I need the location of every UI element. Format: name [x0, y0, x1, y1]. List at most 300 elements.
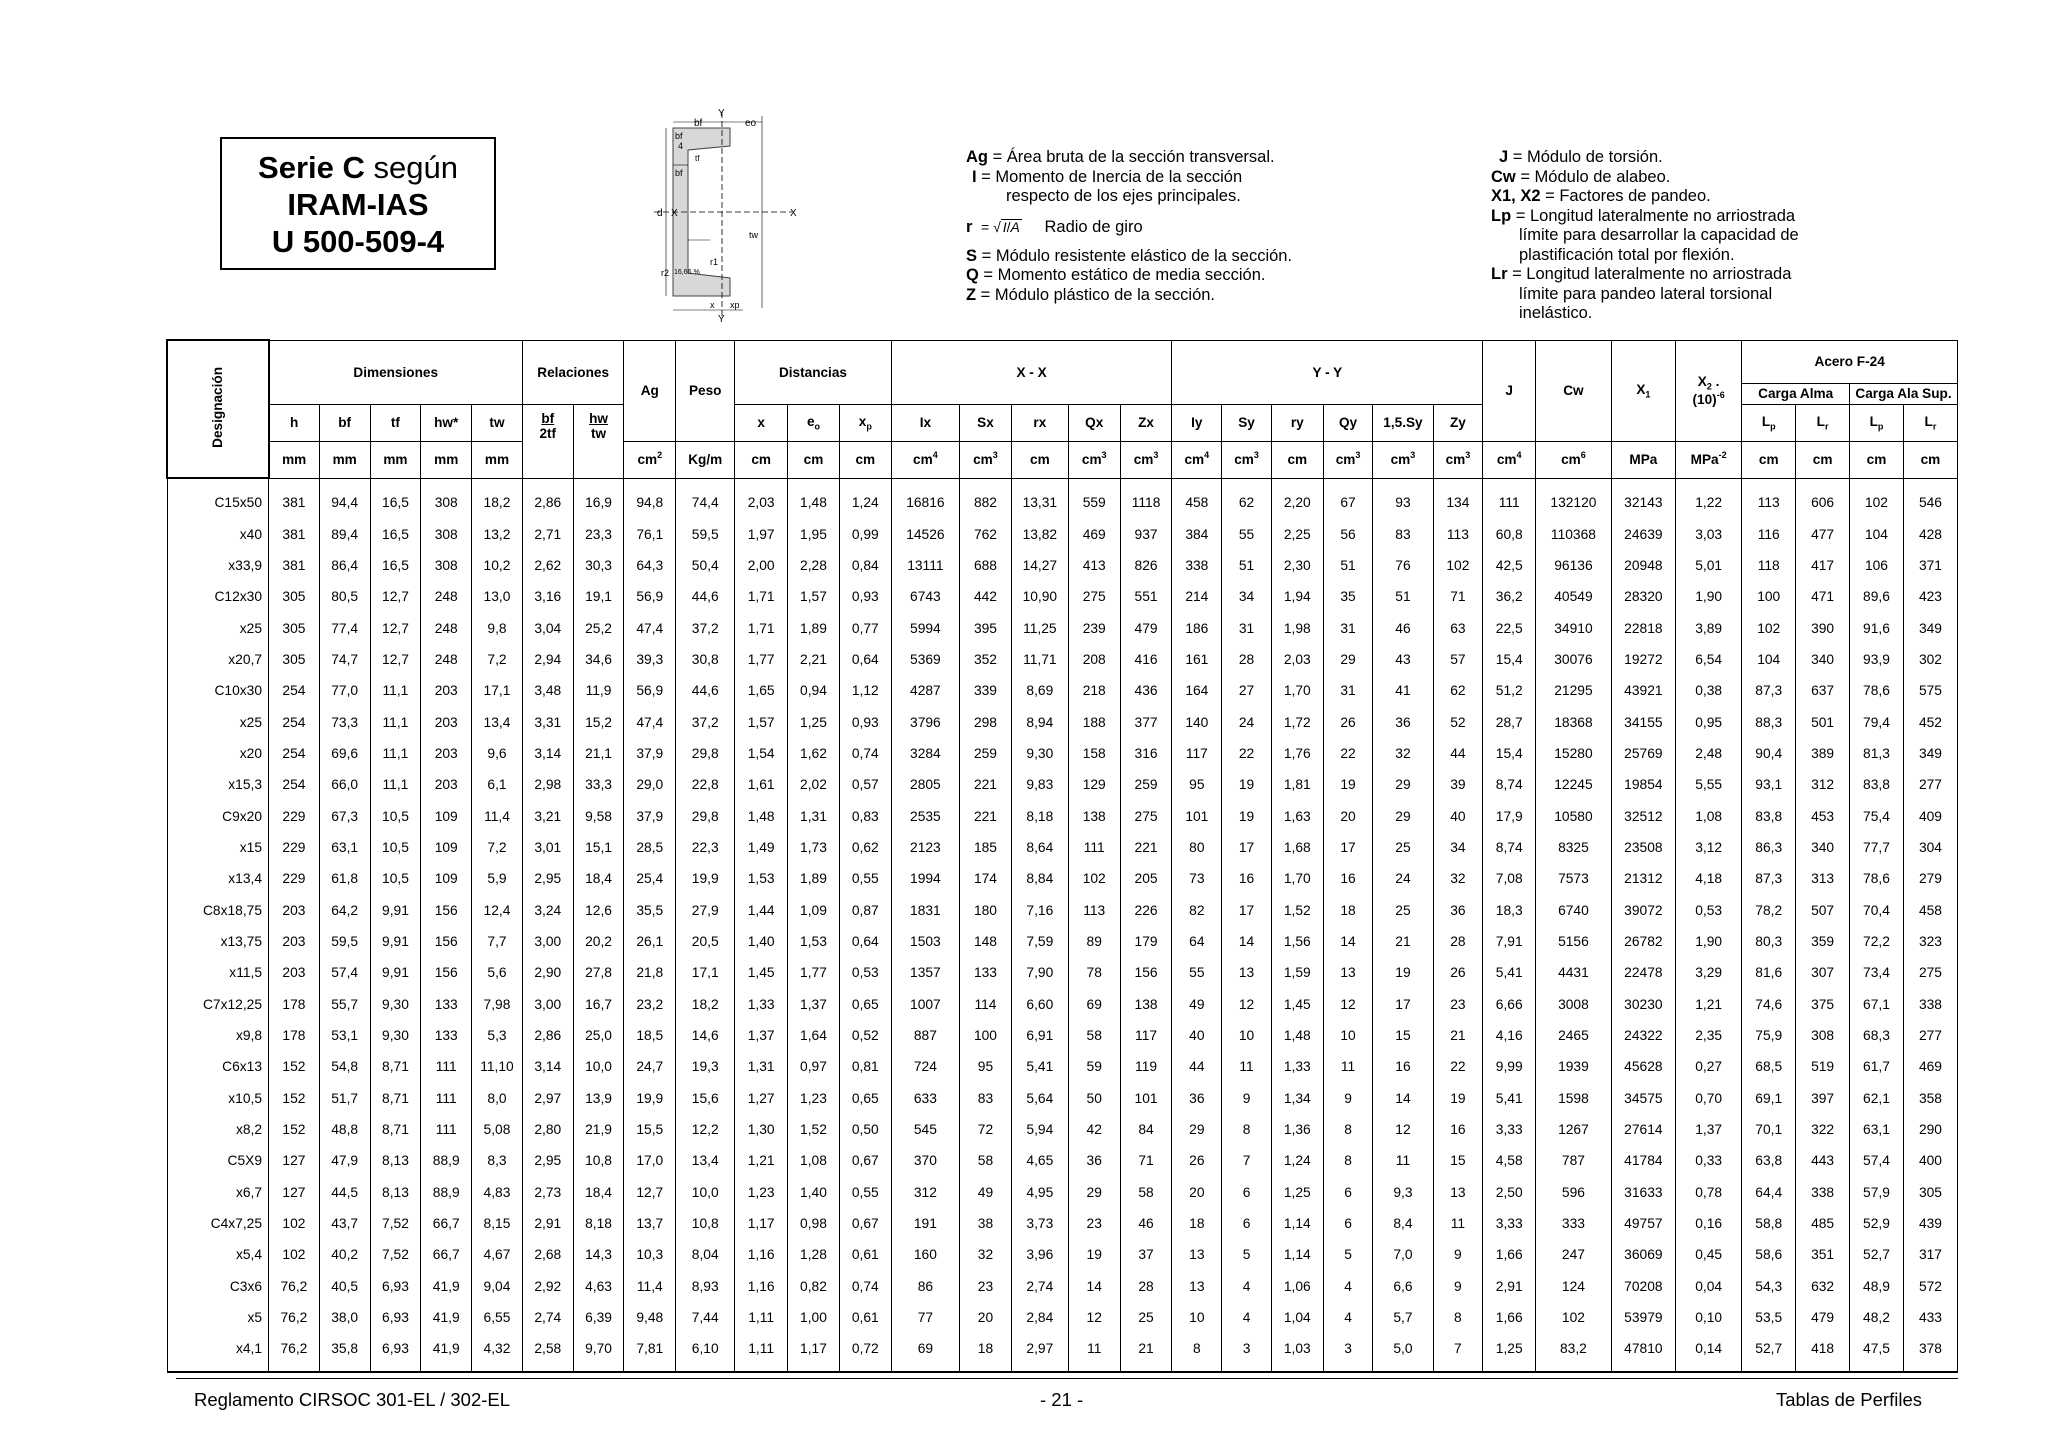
- designation-cell: x20,7: [167, 644, 269, 675]
- table-cell: 3,33: [1483, 1114, 1536, 1145]
- legend-right: [1491, 148, 1799, 324]
- table-cell: 15: [1373, 1020, 1433, 1051]
- table-cell: 1,90: [1675, 926, 1741, 957]
- table-cell: 127: [269, 1177, 320, 1208]
- table-cell: 43,7: [319, 1208, 370, 1239]
- table-cell: 1,89: [788, 612, 840, 643]
- table-cell: 1,89: [788, 863, 840, 894]
- table-cell: 5,41: [1011, 1051, 1068, 1082]
- table-cell: 5: [1222, 1239, 1272, 1270]
- table-cell: 1,31: [735, 1051, 788, 1082]
- table-cell: 86,3: [1742, 832, 1796, 863]
- table-cell: 9: [1433, 1271, 1483, 1302]
- table-cell: 22,8: [676, 769, 735, 800]
- table-cell: 30230: [1611, 989, 1675, 1020]
- table-cell: 37,9: [624, 800, 676, 831]
- unit-qy: $cm^3$: [1323, 441, 1373, 478]
- table-cell: 56,9: [624, 675, 676, 706]
- table-cell: 2805: [891, 769, 959, 800]
- table-cell: 19,1: [573, 581, 624, 612]
- table-cell: 3284: [891, 738, 959, 769]
- unit-ix: $cm^4$: [891, 441, 959, 478]
- table-cell: 28: [1433, 926, 1483, 957]
- table-cell: 14: [1323, 926, 1373, 957]
- col-lp-alma: $L_p$: [1742, 404, 1796, 441]
- diagram-label-y-bottom: Y: [718, 314, 725, 323]
- table-cell: 3,03: [1675, 518, 1741, 549]
- table-cell: 17: [1373, 989, 1433, 1020]
- table-cell: 4,65: [1011, 1145, 1068, 1176]
- table-cell: 0,50: [839, 1114, 891, 1145]
- table-row: [167, 1239, 1958, 1270]
- table-cell: 87,3: [1742, 675, 1796, 706]
- table-cell: 12: [1068, 1302, 1120, 1333]
- table-cell: 34: [1222, 581, 1272, 612]
- table-cell: 322: [1796, 1114, 1850, 1145]
- table-cell: 12,7: [624, 1177, 676, 1208]
- table-cell: 53979: [1611, 1302, 1675, 1333]
- table-cell: 2,30: [1271, 550, 1323, 581]
- table-cell: 19272: [1611, 644, 1675, 675]
- table-cell: 3,89: [1675, 612, 1741, 643]
- table-cell: 12: [1373, 1114, 1433, 1145]
- table-cell: 0,95: [1675, 706, 1741, 737]
- table-cell: 417: [1796, 550, 1850, 581]
- header-xx: X - X: [891, 340, 1172, 404]
- table-cell: 68,5: [1742, 1051, 1796, 1082]
- table-cell: 1,23: [788, 1083, 840, 1114]
- table-cell: 30,8: [676, 644, 735, 675]
- table-cell: 352: [960, 644, 1012, 675]
- table-cell: 54,3: [1742, 1271, 1796, 1302]
- table-cell: 1,14: [1271, 1239, 1323, 1270]
- table-cell: 305: [269, 644, 320, 675]
- diagram-label-eo: eo: [745, 118, 757, 129]
- table-cell: 57,4: [1850, 1145, 1904, 1176]
- table-cell: 164: [1172, 675, 1222, 706]
- table-cell: 52,7: [1742, 1333, 1796, 1371]
- table-cell: 49: [960, 1177, 1012, 1208]
- table-cell: 39072: [1611, 894, 1675, 925]
- table-cell: 133: [960, 957, 1012, 988]
- table-cell: 5,41: [1483, 957, 1536, 988]
- table-cell: 21,1: [573, 738, 624, 769]
- table-cell: 4431: [1536, 957, 1612, 988]
- table-cell: 51: [1222, 550, 1272, 581]
- unit-ry: cm: [1271, 441, 1323, 478]
- table-cell: 2,84: [1011, 1302, 1068, 1333]
- table-cell: 0,82: [788, 1271, 840, 1302]
- table-cell: 2,86: [522, 1020, 573, 1051]
- table-cell: 1,54: [735, 738, 788, 769]
- table-cell: 8: [1323, 1145, 1373, 1176]
- unit-ag: $cm^2$: [624, 441, 676, 478]
- table-cell: 8: [1172, 1333, 1222, 1371]
- legend-ag: Ag = Área bruta de la sección transversal.: [966, 148, 1275, 166]
- table-cell: 279: [1903, 863, 1957, 894]
- table-cell: 53,5: [1742, 1302, 1796, 1333]
- table-cell: 0,55: [839, 1177, 891, 1208]
- designation-cell: x25: [167, 612, 269, 643]
- table-cell: 1,37: [788, 989, 840, 1020]
- table-cell: 0,78: [1675, 1177, 1741, 1208]
- table-cell: 78,6: [1850, 863, 1904, 894]
- table-cell: 27,9: [676, 894, 735, 925]
- table-cell: 152: [269, 1114, 320, 1145]
- table-cell: 84: [1120, 1114, 1172, 1145]
- table-cell: 133: [421, 989, 472, 1020]
- table-cell: 36: [1172, 1083, 1222, 1114]
- table-cell: 25,2: [573, 612, 624, 643]
- table-cell: 26: [1433, 957, 1483, 988]
- table-cell: 1,11: [735, 1302, 788, 1333]
- table-cell: 0,61: [839, 1302, 891, 1333]
- designation-cell: x8,2: [167, 1114, 269, 1145]
- table-row: [167, 800, 1958, 831]
- header-acero: Acero F-24: [1742, 340, 1958, 383]
- table-cell: 6,60: [1011, 989, 1068, 1020]
- table-cell: 471: [1796, 581, 1850, 612]
- legend-lp-cont-1: límite para desarrollar la capacidad de: [1519, 226, 1799, 244]
- designation-cell: x25: [167, 706, 269, 737]
- table-cell: 248: [421, 581, 472, 612]
- table-cell: 80: [1172, 832, 1222, 863]
- table-cell: 9,91: [370, 894, 421, 925]
- table-cell: 453: [1796, 800, 1850, 831]
- table-cell: 305: [269, 581, 320, 612]
- table-cell: 4,16: [1483, 1020, 1536, 1051]
- table-cell: 0,93: [839, 706, 891, 737]
- table-cell: 89: [1068, 926, 1120, 957]
- table-cell: 9,6: [472, 738, 523, 769]
- table-cell: 317: [1903, 1239, 1957, 1270]
- table-cell: 3,01: [522, 832, 573, 863]
- table-cell: 469: [1903, 1051, 1957, 1082]
- table-cell: 308: [1796, 1020, 1850, 1051]
- table-cell: 90,4: [1742, 738, 1796, 769]
- table-cell: 2,71: [522, 518, 573, 549]
- table-cell: 25769: [1611, 738, 1675, 769]
- table-cell: 247: [1536, 1239, 1612, 1270]
- table-cell: 400: [1903, 1145, 1957, 1176]
- table-cell: 5,55: [1675, 769, 1741, 800]
- table-cell: 1,45: [1271, 989, 1323, 1020]
- col-lr-alma: $L_r$: [1796, 404, 1850, 441]
- table-cell: 76,2: [269, 1333, 320, 1371]
- table-cell: 134: [1433, 478, 1483, 518]
- col-15sy: 1,5.Sy: [1373, 404, 1433, 441]
- table-cell: 1,34: [1271, 1083, 1323, 1114]
- table-cell: 20: [1172, 1177, 1222, 1208]
- table-cell: 1,77: [788, 957, 840, 988]
- table-cell: 100: [960, 1020, 1012, 1051]
- table-cell: 1,33: [735, 989, 788, 1020]
- table-cell: 8,71: [370, 1083, 421, 1114]
- footer-left: Reglamento CIRSOC 301-EL / 302-EL: [194, 1389, 511, 1410]
- header-ag: Ag: [624, 340, 676, 441]
- profiles-table: [166, 339, 1958, 1373]
- table-cell: 0,38: [1675, 675, 1741, 706]
- diagram-label-r2: r2: [661, 268, 670, 278]
- table-cell: 101: [1172, 800, 1222, 831]
- legend-i: I = Momento de Inercia de la sección: [972, 167, 1243, 186]
- table-cell: 0,72: [839, 1333, 891, 1371]
- header-relaciones: Relaciones: [522, 340, 624, 404]
- table-cell: 8: [1433, 1302, 1483, 1333]
- table-cell: 3: [1323, 1333, 1373, 1371]
- unit-j: $cm^4$: [1483, 441, 1536, 478]
- designation-cell: C6x13: [167, 1051, 269, 1082]
- table-cell: 78: [1068, 957, 1120, 988]
- table-cell: 551: [1120, 581, 1172, 612]
- table-cell: 27,8: [573, 957, 624, 988]
- table-cell: 1,49: [735, 832, 788, 863]
- table-cell: 100: [1742, 581, 1796, 612]
- table-cell: 88,9: [421, 1145, 472, 1176]
- table-cell: 2,74: [1011, 1271, 1068, 1302]
- table-cell: 442: [960, 581, 1012, 612]
- table-cell: 8,74: [1483, 832, 1536, 863]
- table-cell: 1,16: [735, 1239, 788, 1270]
- header-dimensiones: Dimensiones: [269, 340, 523, 404]
- table-cell: 8,0: [472, 1083, 523, 1114]
- table-cell: 102: [1536, 1302, 1612, 1333]
- table-cell: 36,2: [1483, 581, 1536, 612]
- table-cell: 1,09: [788, 894, 840, 925]
- table-cell: 11,4: [624, 1271, 676, 1302]
- table-cell: 3,16: [522, 581, 573, 612]
- table-cell: 11: [1373, 1145, 1433, 1176]
- table-cell: 186: [1172, 612, 1222, 643]
- table-cell: 4: [1323, 1302, 1373, 1333]
- table-cell: 3,96: [1011, 1239, 1068, 1270]
- header-carga-ala: Carga Ala Sup.: [1850, 383, 1958, 404]
- unit-hw: mm: [421, 441, 472, 478]
- table-cell: 1,16: [735, 1271, 788, 1302]
- table-cell: 308: [421, 550, 472, 581]
- table-cell: 14,27: [1011, 550, 1068, 581]
- unit-zx: $cm^3$: [1120, 441, 1172, 478]
- table-cell: 37,2: [676, 706, 735, 737]
- table-cell: 41,9: [421, 1302, 472, 1333]
- table-cell: 1,36: [1271, 1114, 1323, 1145]
- table-cell: 5,41: [1483, 1083, 1536, 1114]
- table-cell: 1,25: [788, 706, 840, 737]
- col-eo: $e_o$: [788, 404, 840, 441]
- table-cell: 2,00: [735, 550, 788, 581]
- unit-qx: $cm^3$: [1068, 441, 1120, 478]
- table-cell: 19: [1433, 1083, 1483, 1114]
- table-cell: 33,3: [573, 769, 624, 800]
- table-row: [167, 1051, 1958, 1082]
- table-cell: 36: [1433, 894, 1483, 925]
- table-cell: 74,6: [1742, 989, 1796, 1020]
- table-cell: 74,4: [676, 478, 735, 518]
- table-cell: 1,40: [788, 1177, 840, 1208]
- table-cell: 34910: [1536, 612, 1612, 643]
- legend-left: [966, 148, 1292, 305]
- table-cell: 1,59: [1271, 957, 1323, 988]
- table-cell: 111: [421, 1114, 472, 1145]
- table-cell: 418: [1796, 1333, 1850, 1371]
- footer-page-number: - 21 -: [1040, 1389, 1084, 1410]
- table-cell: 50: [1068, 1083, 1120, 1114]
- table-cell: 9,04: [472, 1271, 523, 1302]
- table-row: [167, 863, 1958, 894]
- table-cell: 111: [1483, 478, 1536, 518]
- table-cell: 77,7: [1850, 832, 1904, 863]
- designation-cell: x13,4: [167, 863, 269, 894]
- table-cell: 1,53: [735, 863, 788, 894]
- table-cell: 1,21: [1675, 989, 1741, 1020]
- table-cell: 0,83: [839, 800, 891, 831]
- table-cell: 21295: [1536, 675, 1612, 706]
- table-cell: 2,80: [522, 1114, 573, 1145]
- table-cell: 423: [1903, 581, 1957, 612]
- table-cell: 351: [1796, 1239, 1850, 1270]
- table-cell: 397: [1796, 1083, 1850, 1114]
- table-cell: 110368: [1536, 518, 1612, 549]
- table-cell: 140: [1172, 706, 1222, 737]
- diagram-label-xp: xp: [730, 300, 740, 310]
- table-cell: 1,44: [735, 894, 788, 925]
- designation-cell: x13,75: [167, 926, 269, 957]
- table-cell: 1,48: [1271, 1020, 1323, 1051]
- table-cell: 69,1: [1742, 1083, 1796, 1114]
- table-cell: 381: [269, 518, 320, 549]
- table-cell: 185: [960, 832, 1012, 863]
- table-cell: 24: [1373, 863, 1433, 894]
- table-cell: 71: [1120, 1145, 1172, 1176]
- table-cell: 390: [1796, 612, 1850, 643]
- table-cell: 546: [1903, 478, 1957, 518]
- table-cell: 7,16: [1011, 894, 1068, 925]
- table-cell: 51,2: [1483, 675, 1536, 706]
- table-row: [167, 518, 1958, 549]
- table-cell: 20,2: [573, 926, 624, 957]
- table-cell: 7,44: [676, 1302, 735, 1333]
- table-cell: 44,6: [676, 581, 735, 612]
- unit-lp-ala: cm: [1850, 441, 1904, 478]
- table-cell: 8,84: [1011, 863, 1068, 894]
- table-cell: 1,76: [1271, 738, 1323, 769]
- designation-cell: x11,5: [167, 957, 269, 988]
- table-cell: 14,3: [573, 1239, 624, 1270]
- table-cell: 113: [1068, 894, 1120, 925]
- table-cell: 114: [960, 989, 1012, 1020]
- table-cell: 6,10: [676, 1333, 735, 1371]
- table-cell: 1,97: [735, 518, 788, 549]
- table-cell: 39,3: [624, 644, 676, 675]
- table-cell: 1,68: [1271, 832, 1323, 863]
- table-cell: 1994: [891, 863, 959, 894]
- table-cell: 28,5: [624, 832, 676, 863]
- table-cell: 16,5: [370, 518, 421, 549]
- table-cell: 203: [421, 738, 472, 769]
- diagram-label-tf: tf: [695, 154, 700, 163]
- table-cell: 6,1: [472, 769, 523, 800]
- diagram-label-four: 4: [678, 141, 684, 151]
- table-cell: 8: [1222, 1114, 1272, 1145]
- table-cell: 1,61: [735, 769, 788, 800]
- col-iy: Iy: [1172, 404, 1222, 441]
- table-cell: 61,7: [1850, 1051, 1904, 1082]
- col-x: x: [735, 404, 788, 441]
- table-cell: 2,97: [522, 1083, 573, 1114]
- table-cell: 1,25: [1271, 1177, 1323, 1208]
- table-cell: 312: [891, 1177, 959, 1208]
- table-cell: 13,31: [1011, 478, 1068, 518]
- table-cell: 96136: [1536, 550, 1612, 581]
- table-cell: 109: [421, 832, 472, 863]
- table-body: [167, 478, 1958, 1372]
- table-row: [167, 1020, 1958, 1051]
- table-row: [167, 769, 1958, 800]
- table-cell: 11: [1068, 1333, 1120, 1371]
- table-cell: 452: [1903, 706, 1957, 737]
- table-cell: 60,8: [1483, 518, 1536, 549]
- table-cell: 104: [1742, 644, 1796, 675]
- table-cell: 11: [1323, 1051, 1373, 1082]
- table-cell: 0,70: [1675, 1083, 1741, 1114]
- table-cell: 1118: [1120, 478, 1172, 518]
- table-cell: 16816: [891, 478, 959, 518]
- legend-lp: Lp = Longitud lateralmente no arriostrada: [1491, 206, 1796, 225]
- table-row: [167, 1302, 1958, 1333]
- channel-section-diagram: [630, 108, 800, 323]
- table-cell: 9,48: [624, 1302, 676, 1333]
- table-cell: 51: [1373, 581, 1433, 612]
- table-cell: 1,56: [1271, 926, 1323, 957]
- table-cell: 338: [1796, 1177, 1850, 1208]
- table-cell: 13: [1172, 1239, 1222, 1270]
- table-cell: 57,4: [319, 957, 370, 988]
- table-cell: 413: [1068, 550, 1120, 581]
- table-cell: 2,03: [1271, 644, 1323, 675]
- table-cell: 0,87: [839, 894, 891, 925]
- table-cell: 2,62: [522, 550, 573, 581]
- table-cell: 18: [1172, 1208, 1222, 1239]
- table-cell: 6,6: [1373, 1271, 1433, 1302]
- table-cell: 1,45: [735, 957, 788, 988]
- table-cell: 12,7: [370, 612, 421, 643]
- table-cell: 2,25: [1271, 518, 1323, 549]
- table-cell: 205: [1120, 863, 1172, 894]
- table-cell: 64: [1172, 926, 1222, 957]
- table-cell: 302: [1903, 644, 1957, 675]
- table-cell: 1,08: [1675, 800, 1741, 831]
- table-cell: 1,81: [1271, 769, 1323, 800]
- footer-right: Tablas de Perfiles: [1775, 1389, 1922, 1410]
- table-cell: 10,0: [676, 1177, 735, 1208]
- table-cell: 323: [1903, 926, 1957, 957]
- table-cell: 229: [269, 863, 320, 894]
- table-cell: 13111: [891, 550, 959, 581]
- table-cell: 0,55: [839, 863, 891, 894]
- table-cell: 2,98: [522, 769, 573, 800]
- table-cell: 29,0: [624, 769, 676, 800]
- table-cell: 18,4: [573, 863, 624, 894]
- legend-z: Z = Módulo plástico de la sección.: [966, 285, 1216, 304]
- legend-lp-cont-2: plastificación total por flexión.: [1519, 245, 1735, 264]
- header-carga-alma: Carga Alma: [1742, 383, 1850, 404]
- table-cell: 0,74: [839, 1271, 891, 1302]
- table-cell: 12,7: [370, 581, 421, 612]
- table-cell: 5,7: [1373, 1302, 1433, 1333]
- table-cell: 44: [1433, 738, 1483, 769]
- table-cell: 48,9: [1850, 1271, 1904, 1302]
- table-row: [167, 1271, 1958, 1302]
